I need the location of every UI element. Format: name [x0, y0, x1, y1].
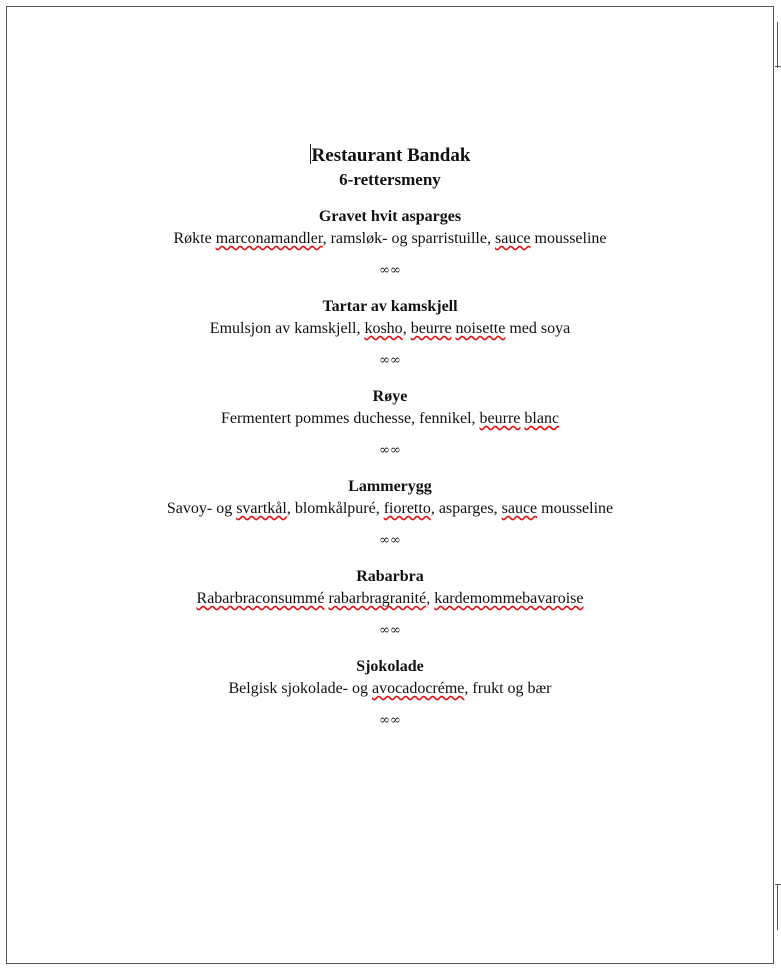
spelling-flagged-word[interactable]: kosho — [364, 320, 403, 337]
course-description — [7, 678, 773, 700]
course-separator: ∞∞ — [379, 533, 401, 548]
course-item — [7, 206, 773, 281]
spelling-flagged-word[interactable]: fioretto — [383, 500, 431, 517]
spelling-flagged-word[interactable]: beurre — [479, 410, 521, 427]
document-page[interactable] — [6, 6, 774, 964]
desc-text: Emulsjon av kamskjell, — [209, 320, 365, 337]
desc-text: Belgisk sjokolade- og — [228, 680, 373, 697]
course-item — [7, 386, 773, 461]
spelling-flagged-word[interactable]: svartkål — [236, 500, 287, 517]
text-cursor — [310, 144, 311, 164]
page-edge-marker — [777, 884, 778, 930]
course-name: Lammerygg — [348, 478, 432, 495]
spelling-flagged-word[interactable]: noisette — [455, 320, 506, 337]
course-item — [7, 476, 773, 551]
page-edge-marker — [775, 884, 781, 885]
course-name: Tartar av kamskjell — [322, 298, 458, 315]
course-description — [7, 228, 773, 250]
spelling-flagged-word[interactable]: marconamandler — [215, 230, 323, 247]
menu-subtitle: 6-rettersmeny — [339, 170, 441, 189]
course-name: Rabarbra — [356, 568, 424, 585]
course-description — [7, 588, 773, 610]
course-item — [7, 296, 773, 371]
menu-title[interactable] — [7, 144, 773, 168]
desc-text: mousseline — [530, 230, 607, 247]
course-item — [7, 656, 773, 731]
desc-text: , — [402, 320, 411, 337]
course-description — [7, 408, 773, 430]
spelling-flagged-word[interactable]: beurre — [410, 320, 452, 337]
spelling-flagged-word[interactable]: Rabarbraconsummé — [196, 590, 325, 607]
course-description — [7, 318, 773, 340]
menu-content — [7, 144, 773, 746]
spelling-flagged-word[interactable]: rabarbragranité — [328, 590, 427, 607]
desc-text: Savoy- og — [166, 500, 237, 517]
menu-title-text: Restaurant Bandak — [311, 145, 471, 166]
desc-text: Fermentert pommes duchesse, fennikel, — [220, 410, 480, 427]
desc-text: , — [426, 590, 435, 607]
spelling-flagged-word[interactable]: blanc — [524, 410, 560, 427]
desc-text: , asparges, — [430, 500, 502, 517]
desc-text: , blomkålpuré, — [286, 500, 384, 517]
course-description — [7, 498, 773, 520]
course-name: Gravet hvit asparges — [318, 208, 462, 225]
course-separator: ∞∞ — [379, 443, 401, 458]
desc-text: Røkte — [173, 230, 216, 247]
course-separator: ∞∞ — [379, 713, 401, 728]
desc-text: , ramsløk- og sparristuille, — [322, 230, 495, 247]
spelling-flagged-word[interactable]: sauce — [494, 230, 531, 247]
desc-text: med soya — [505, 320, 571, 337]
course-separator: ∞∞ — [379, 353, 401, 368]
course-separator: ∞∞ — [379, 623, 401, 638]
course-separator: ∞∞ — [379, 263, 401, 278]
spelling-flagged-word[interactable]: avocadocréme — [372, 680, 465, 697]
course-name: Røye — [372, 388, 408, 405]
course-item — [7, 566, 773, 641]
spelling-flagged-word[interactable]: kardemommebavaroise — [434, 590, 584, 607]
desc-text: , frukt og bær — [464, 680, 552, 697]
page-edge-marker — [775, 66, 781, 67]
course-name: Sjokolade — [356, 658, 424, 675]
spelling-flagged-word[interactable]: sauce — [501, 500, 538, 517]
page-edge-marker — [777, 22, 778, 68]
desc-text: mousseline — [537, 500, 614, 517]
